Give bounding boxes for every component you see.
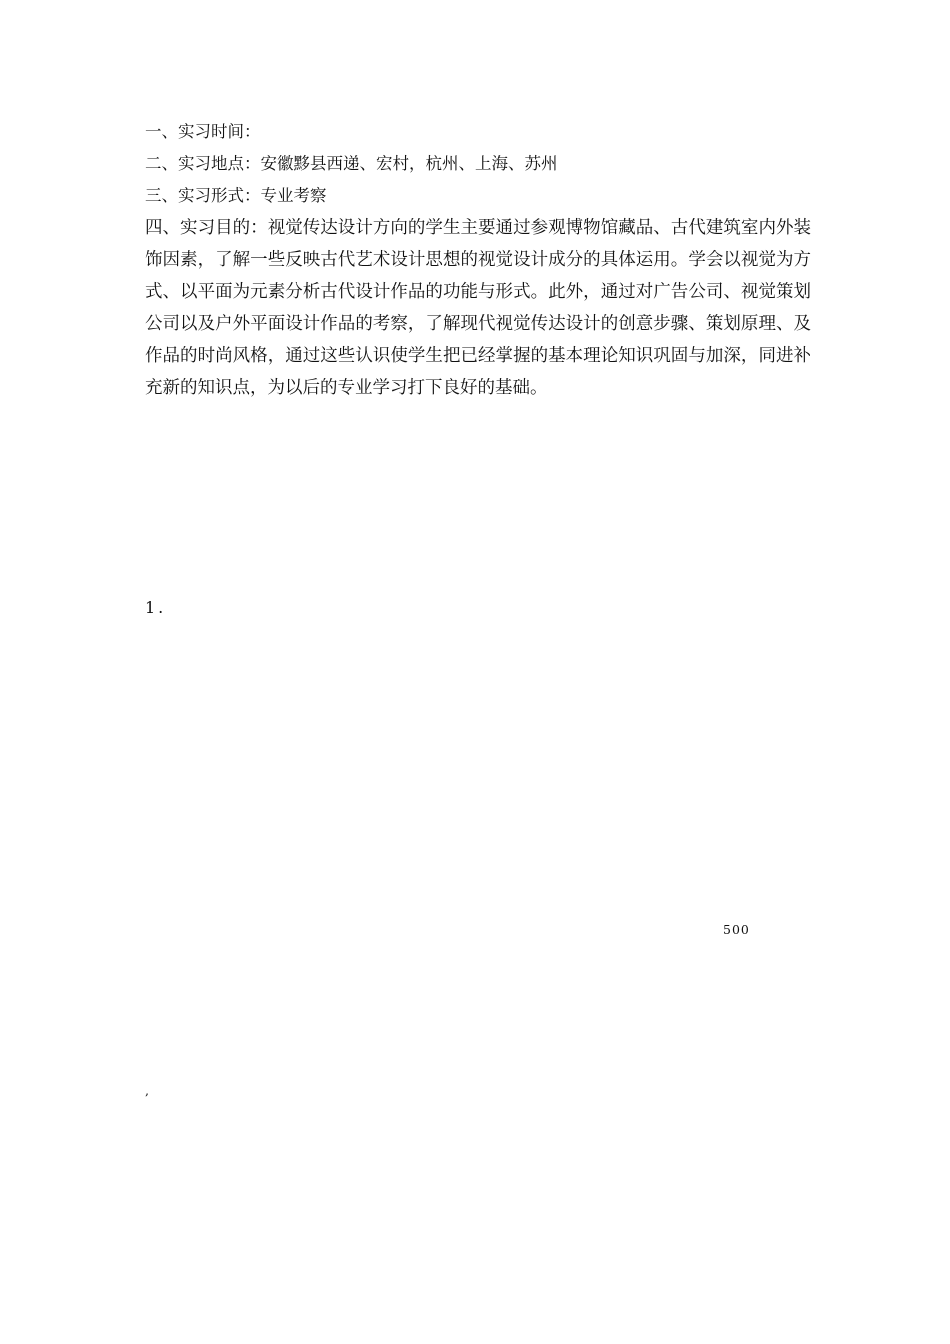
- section-number: 1.: [145, 598, 167, 617]
- internship-form: 三、实习形式：专业考察: [145, 186, 327, 205]
- internship-time: 一、实习时间：: [145, 122, 261, 141]
- internship-place: 二、实习地点：安徽黟县西递、宏村，杭州、上海、苏州: [145, 154, 558, 173]
- garbled-number: 500: [723, 922, 750, 937]
- garbled-text: ,: [145, 1083, 155, 1098]
- internship-purpose: 四、实习目的：视觉传达设计方向的学生主要通过参观博物馆藏品、古代建筑室内外装饰因素，了解一些反映古代艺术设计思想的视觉设计成分的具体运用。学会以视觉为方式、以平面为元素分析古代设计作品的功能与形式。此外，通过对广告公司、视觉策划公司以及户外平面设计作品的考察，了解现代视觉传达设计的创意步骤、策划原理、及作品的时尚风格，通过这些认识使学生把已经掌握的基本理论知识巩固与加深，同进补充新的知识点，为以后的专业学习打下良好的基础。: [145, 218, 811, 398]
